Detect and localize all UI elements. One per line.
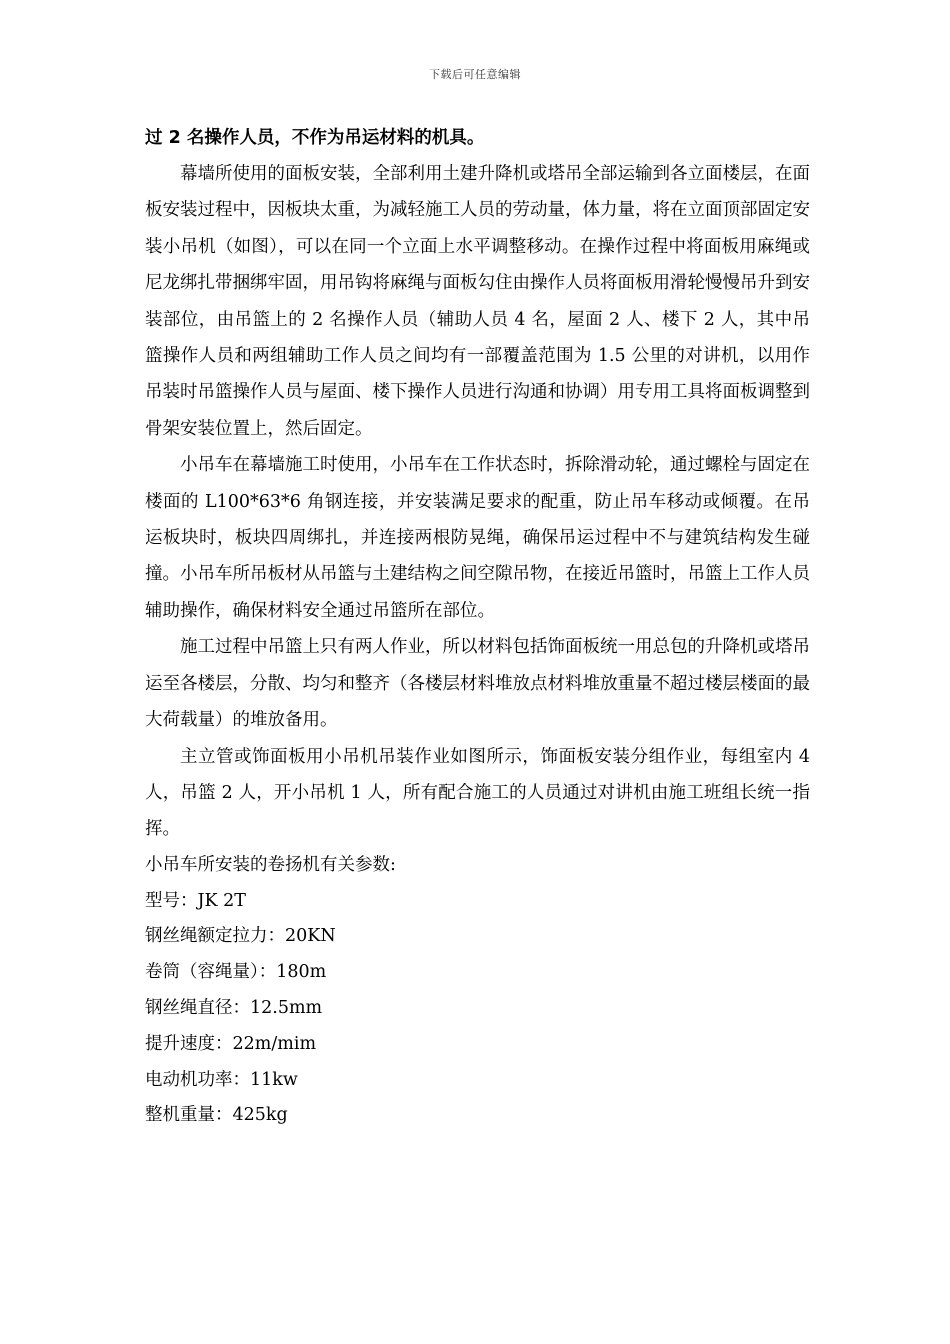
param-drum-capacity: 卷筒（容绳量）：180m — [145, 962, 327, 983]
param-lift-speed: 提升速度：22m/mim — [145, 1033, 317, 1054]
param-model: 型号：JK 2T — [145, 890, 246, 911]
param-motor-power: 电动机功率：11kw — [145, 1069, 298, 1090]
section-heading: 过 2 名操作人员，不作为吊运材料的机具。 — [145, 128, 485, 148]
param-rope-diameter: 钢丝绳直径：12.5mm — [145, 997, 323, 1018]
paragraph-material-transport: 施工过程中吊篮上只有两人作业，所以材料包括饰面板统一用总包的升降机或塔吊运至各楼层，分散、均匀和整齐（各楼层材料堆放点材料堆放重量不超过楼层楼面的最大荷载量）的堆放备用。 — [145, 637, 810, 731]
page-header: 下载后可任意编辑 — [429, 68, 521, 81]
paragraph-hoisting-operation: 主立管或饰面板用小吊机吊装作业如图所示，饰面板安装分组作业，每组室内 4 人，吊篮 2 人，开小吊机 1 人，所有配合施工的人员通过对讲机由施工班组长统一指挥。 — [145, 746, 810, 840]
document-body — [145, 120, 810, 1134]
params-intro: 小吊车所安装的卷扬机有关参数: — [145, 854, 396, 875]
param-rope-tension: 钢丝绳额定拉力：20KN — [145, 926, 336, 947]
paragraph-small-crane: 小吊车在幕墙施工时使用，小吊车在工作状态时，拆除滑动轮，通过螺栓与固定在楼面的 L100*63*6 角钢连接，并安装满足要求的配重，防止吊车移动或倾覆。在吊运板块时，板块四周绑扎，并连接两根防晃绳，确保吊运过程中不与建筑结构发生碰撞。小吊车所吊板材从吊篮与土建结构之间空隙吊物，在接近吊篮时，吊篮上工作人员辅助操作，确保材料安全通过吊篮所在部位。 — [145, 455, 810, 621]
paragraph-panel-installation: 幕墙所使用的面板安装，全部利用土建升降机或塔吊全部运输到各立面楼层，在面板安装过程中，因板块太重，为减轻施工人员的劳动量，体力量，将在立面顶部固定安装小吊机（如图），可以在同一个立面上水平调整移动。在操作过程中将面板用麻绳或尼龙绑扎带捆绑牢固，用吊钩将麻绳与面板勾住由操作人员将面板用滑轮慢慢吊升到安装部位，由吊篮上的 2 名操作人员（辅助人员 4 名，屋面 2 人、楼下 2 人，其中吊篮操作人员和两组辅助工作人员之间均有一部覆盖范围为 1.5 公里的对讲机，以用作吊装时吊篮操作人员与屋面、楼下操作人员进行沟通和协调）用专用工具将面板调整到骨架安装位置上，然后固定。 — [145, 164, 810, 439]
param-total-weight: 整机重量：425kg — [145, 1105, 288, 1126]
